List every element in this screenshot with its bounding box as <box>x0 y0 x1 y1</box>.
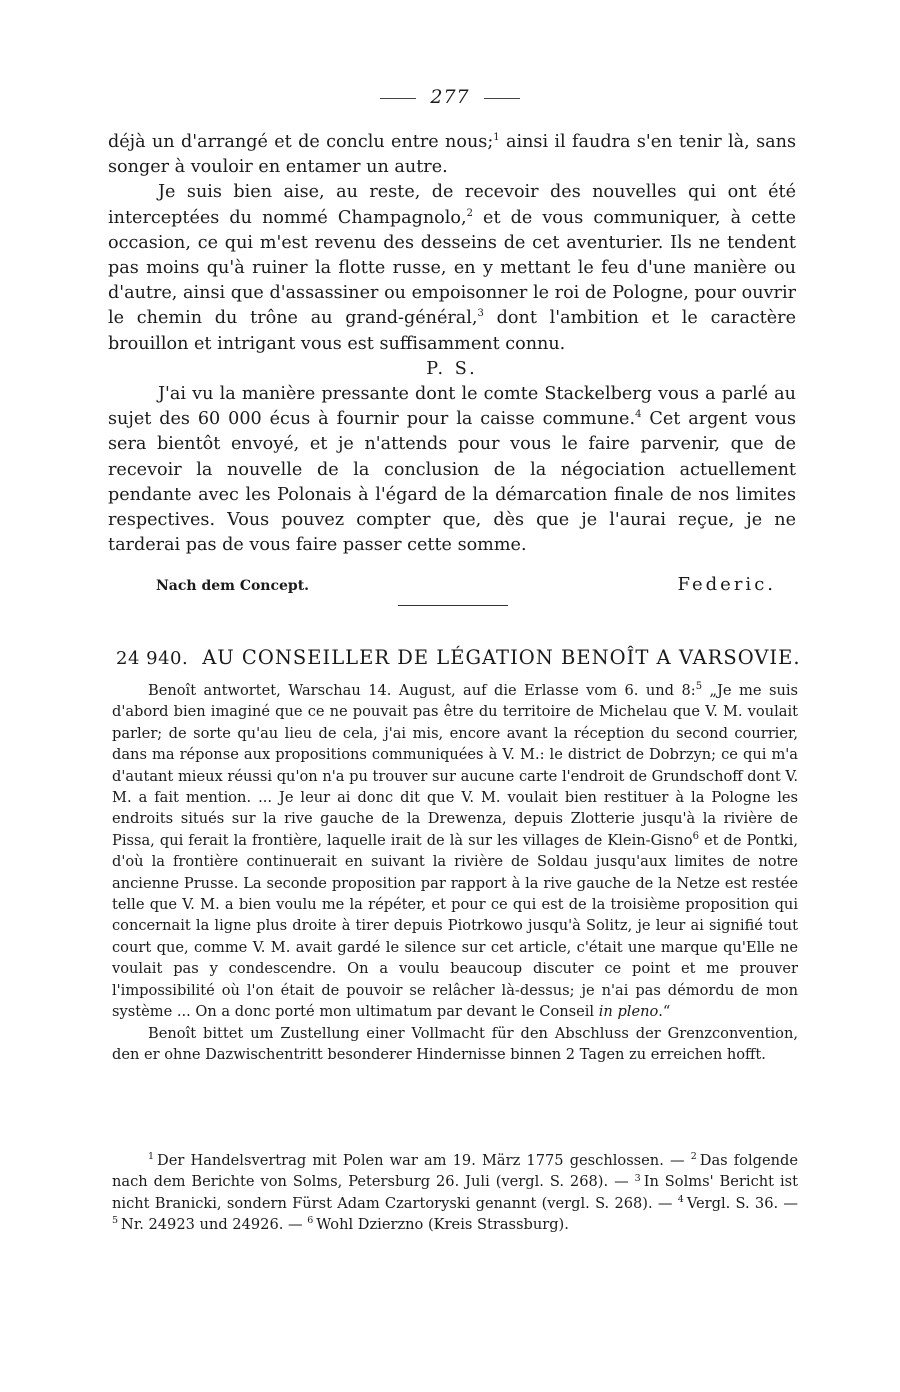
summary-text: .“ <box>658 1003 671 1021</box>
footnote-ref: 6 <box>692 830 699 842</box>
section-divider <box>398 605 508 606</box>
footnote-ref: 4 <box>635 409 642 421</box>
letter-text: Je suis bien aise, au reste, de recevoir des nouvelles qui ont été interceptées du nommé Champagnolo, <box>108 182 796 228</box>
footnote-ref: 2 <box>466 207 473 219</box>
section-heading <box>116 646 800 669</box>
footnote-ref: 5 <box>695 681 703 693</box>
footnote-text: Nr. 24923 und 24926. — <box>121 1216 308 1234</box>
letter-paragraph-2 <box>108 180 796 356</box>
footnote-text: Vergl. S. 36. — <box>686 1194 799 1212</box>
letter-paragraph-1 <box>108 130 796 180</box>
footnote-block <box>112 1150 798 1236</box>
section-number: 24 940. <box>116 648 189 669</box>
letter-text: Cet argent vous sera bientôt envoyé, et je n'attends pour vous le faire parvenir, que de recevoir la nouvelle de la conclusion de la négociation actuellement pendante avec les Polonais à l'égard de la démarcation finale de nos limites respectives. Vous pouvez compter que, dès que je l'aurai reçue, je ne tarderai pas de vous faire passer cette somme. <box>108 409 796 556</box>
letter-text: déjà un d'arrangé et de conclu entre nous; <box>108 132 494 152</box>
italic-phrase: in pleno <box>598 1003 659 1021</box>
letter-text: dont l'ambition et le caractère brouillon et intrigant vous est suffisamment connu. <box>108 308 796 354</box>
summary-text: Benoît antwortet, Warschau 14. August, auf die Erlasse vom 6. und 8: <box>148 682 696 699</box>
postscript-label: P. S. <box>426 358 478 379</box>
footnote-text: Das folgende nach dem Berichte von Solms, Petersburg 26. Juli (vergl. S. 268). — <box>112 1152 798 1191</box>
letter-text: ainsi il faudra s'en tenir là, sans songer à vouloir en entamer un autre. <box>108 132 796 178</box>
footnote-text: Wohl Dzierzno (Kreis Strassburg). <box>316 1216 569 1234</box>
footnote-mark: 5 <box>112 1215 119 1227</box>
section-title: AU CONSEILLER DE LÉGATION BENOÎT A VARSOVIE. <box>202 646 801 669</box>
summary-paragraph-2: Benoît bittet um Zustellung einer Vollmacht für den Abschluss der Grenzconvention, den er ohne Dazwischentritt besonderer Hindernisse binnen 2 Tagen zu erreichen hofft. <box>112 1024 798 1063</box>
footnote-text: Der Handelsvertrag mit Polen war am 19. März 1775 geschlossen. — <box>157 1152 691 1169</box>
page-number: 277 <box>0 86 900 108</box>
summary-text: et de Pontki, d'où la frontière continuerait en suivant la rivière de Soldau jusqu'aux limites de notre ancienne Prusse. La seconde proposition par rapport à la rive gauche de la Netze est restée telle que V. M. a bien voulu me la répéter, et pour ce qui est de la troisième proposition qui concernait la ligne plus droite à tirer depuis Piotrkowo jusqu'à Solitz, je leur ai signifié tout court que, comme V. M. avait gardé le silence sur cet article, c'était une marque qu'Elle ne voulait pas y condescendre. On a voulu beaucoup discuter ce point et me prouver l'impossibilité où l'on était de pouvoir se relâcher là-dessus; je n'ai pas démordu de mon système ... On a donc porté mon ultimatum par devant le Conseil <box>112 831 798 1021</box>
summary-paragraph-1 <box>112 680 798 1023</box>
footnote-ref: 3 <box>477 308 484 320</box>
footnote-mark: 1 <box>148 1151 155 1163</box>
summary-text: „Je me suis d'abord bien imaginé que ce ne pouvait pas être du territoire de Michelau que V. M. voulait parler; de sorte qu'au lieu de cela, j'ai mis, encore avant la réception du second courrier, dans ma réponse aux propositions communiquées à V. M.: le district de Dobrzyn; ce qui m'a d'autant mieux réussi qu'on n'a pu trouver sur aucune carte l'endroit de Grundschoff dont V. M. a fait mention. ... Je leur ai donc dit que V. M. voulait bien restituer à la Pologne les endroits situés sur la rive gauche de la Drewenza, depuis Zlotterie jusqu'à la rivière de Pissa, qui ferait la frontière, laquelle irait de là sur les villages de Klein-Gisno <box>112 682 799 849</box>
signature: Federic. <box>677 574 776 595</box>
footnote-text: In Solms' Bericht ist nicht Branicki, sondern Fürst Adam Czartoryski genannt (vergl. S. 268). — <box>112 1173 798 1212</box>
letter-text: J'ai vu la manière pressante dont le comte Stackelberg vous a parlé au sujet des 60 000 écus à fournir pour la caisse commune. <box>108 384 796 430</box>
footnote-mark: 2 <box>690 1151 697 1163</box>
footnote-mark: 4 <box>677 1193 684 1205</box>
footnote-ref: 1 <box>493 132 500 144</box>
summary-body <box>112 680 798 1065</box>
footnote-mark: 3 <box>634 1172 641 1184</box>
footnotes <box>112 1150 798 1236</box>
letter-body <box>108 130 796 558</box>
footnote-mark: 6 <box>307 1215 314 1227</box>
postscript-paragraph <box>108 382 796 558</box>
letter-text: et de vous communiquer, à cette occasion, ce qui m'est revenu des desseins de cet aventurier. Ils ne tendent pas moins qu'à ruiner la flotte russe, en y mettant le feu d'une manière ou d'autre, ainsi que d'assassiner ou empoisonner le roi de Pologne, pour ouvrir le chemin du trône au grand-général, <box>108 207 796 329</box>
source-note: Nach dem Concept. <box>156 578 310 594</box>
signature-row <box>156 574 776 600</box>
